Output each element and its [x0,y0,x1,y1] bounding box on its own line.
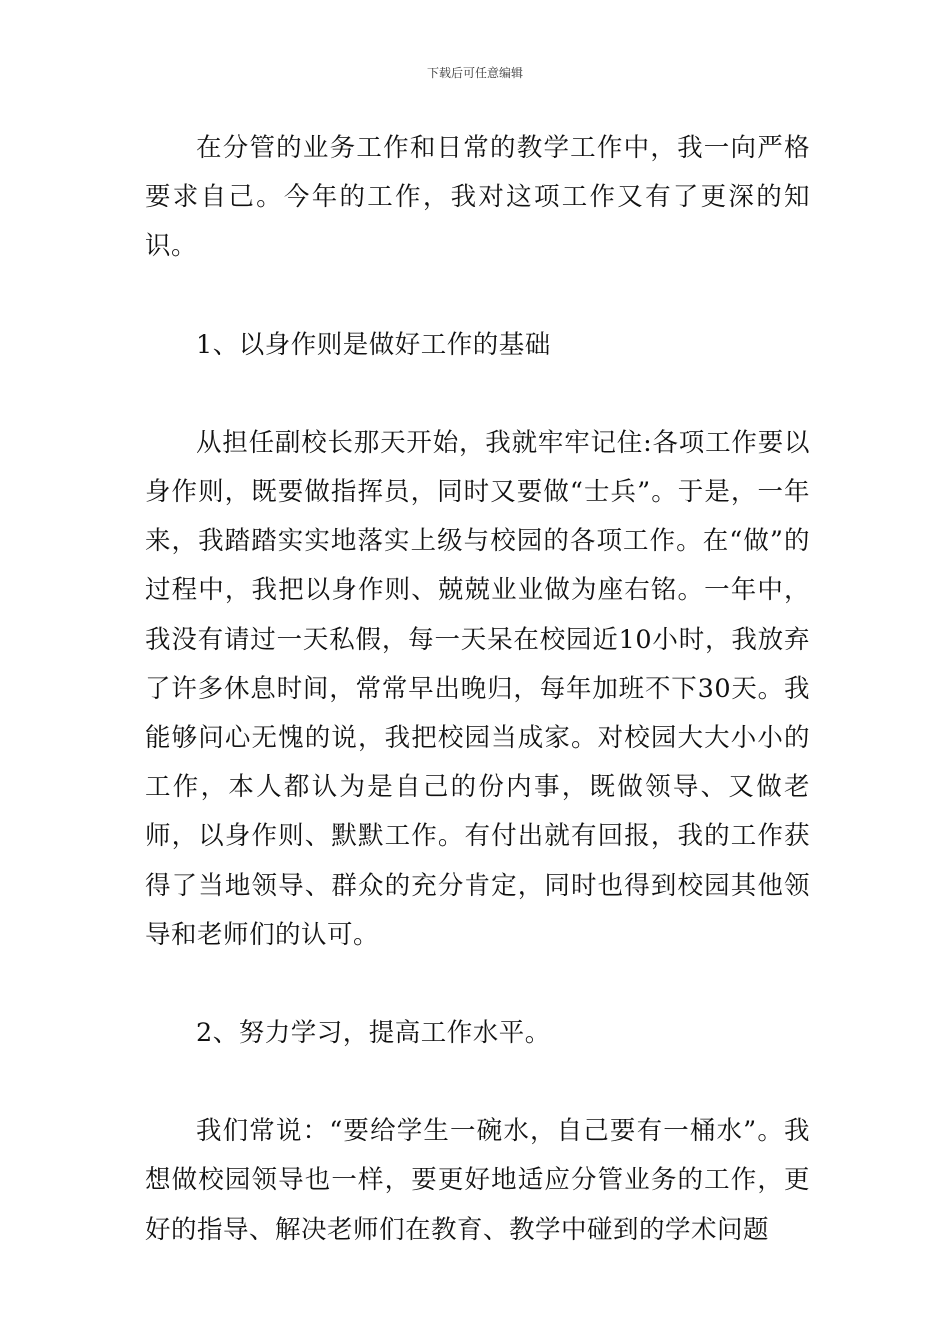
page-header-note: 下载后可任意编辑 [426,66,523,80]
paragraph-gap [145,960,810,1009]
paragraph-intro: 在分管的业务工作和日常的教学工作中，我一向严格要求自己。今年的工作，我对这项工作又有了更深的知识。 [145,133,810,262]
section-heading-2: 2、努力学习，提高工作水平。 [196,1018,551,1049]
paragraph-gap [145,370,810,419]
document-body [145,124,810,1255]
paragraph-lead-by-example: 从担任副校长那天开始，我就牢牢记住:各项工作要以身作则，既要做指挥员，同时又要做“士兵”。于是，一年来，我踏踏实实地落实上级与校园的各项工作。在“做”的过程中，我把以身作则、兢兢业业做为座右铭。一年中，我没有请过一天私假，每一天呆在校园近10小时，我放弃了许多休息时间，常常早出晚归，每年加班不下30天。我能够问心无愧的说，我把校园当成家。对校园大大小小的工作，本人都认为是自己的份内事，既做领导、又做老师，以身作则、默默工作。有付出就有回报，我的工作获得了当地领导、群众的充分肯定，同时也得到校园其他领导和老师们的认可。 [145,427,810,950]
section-heading-1: 1、以身作则是做好工作的基础 [196,329,551,360]
paragraph-study: 我们常说：“要给学生一碗水，自己要有一桶水”。我想做校园领导也一样，要更好地适应分管业务的工作，更好的指导、解决老师们在教育、教学中碰到的学术问题 [145,1116,810,1245]
paragraph-gap [145,272,810,321]
paragraph-gap [145,1058,810,1107]
